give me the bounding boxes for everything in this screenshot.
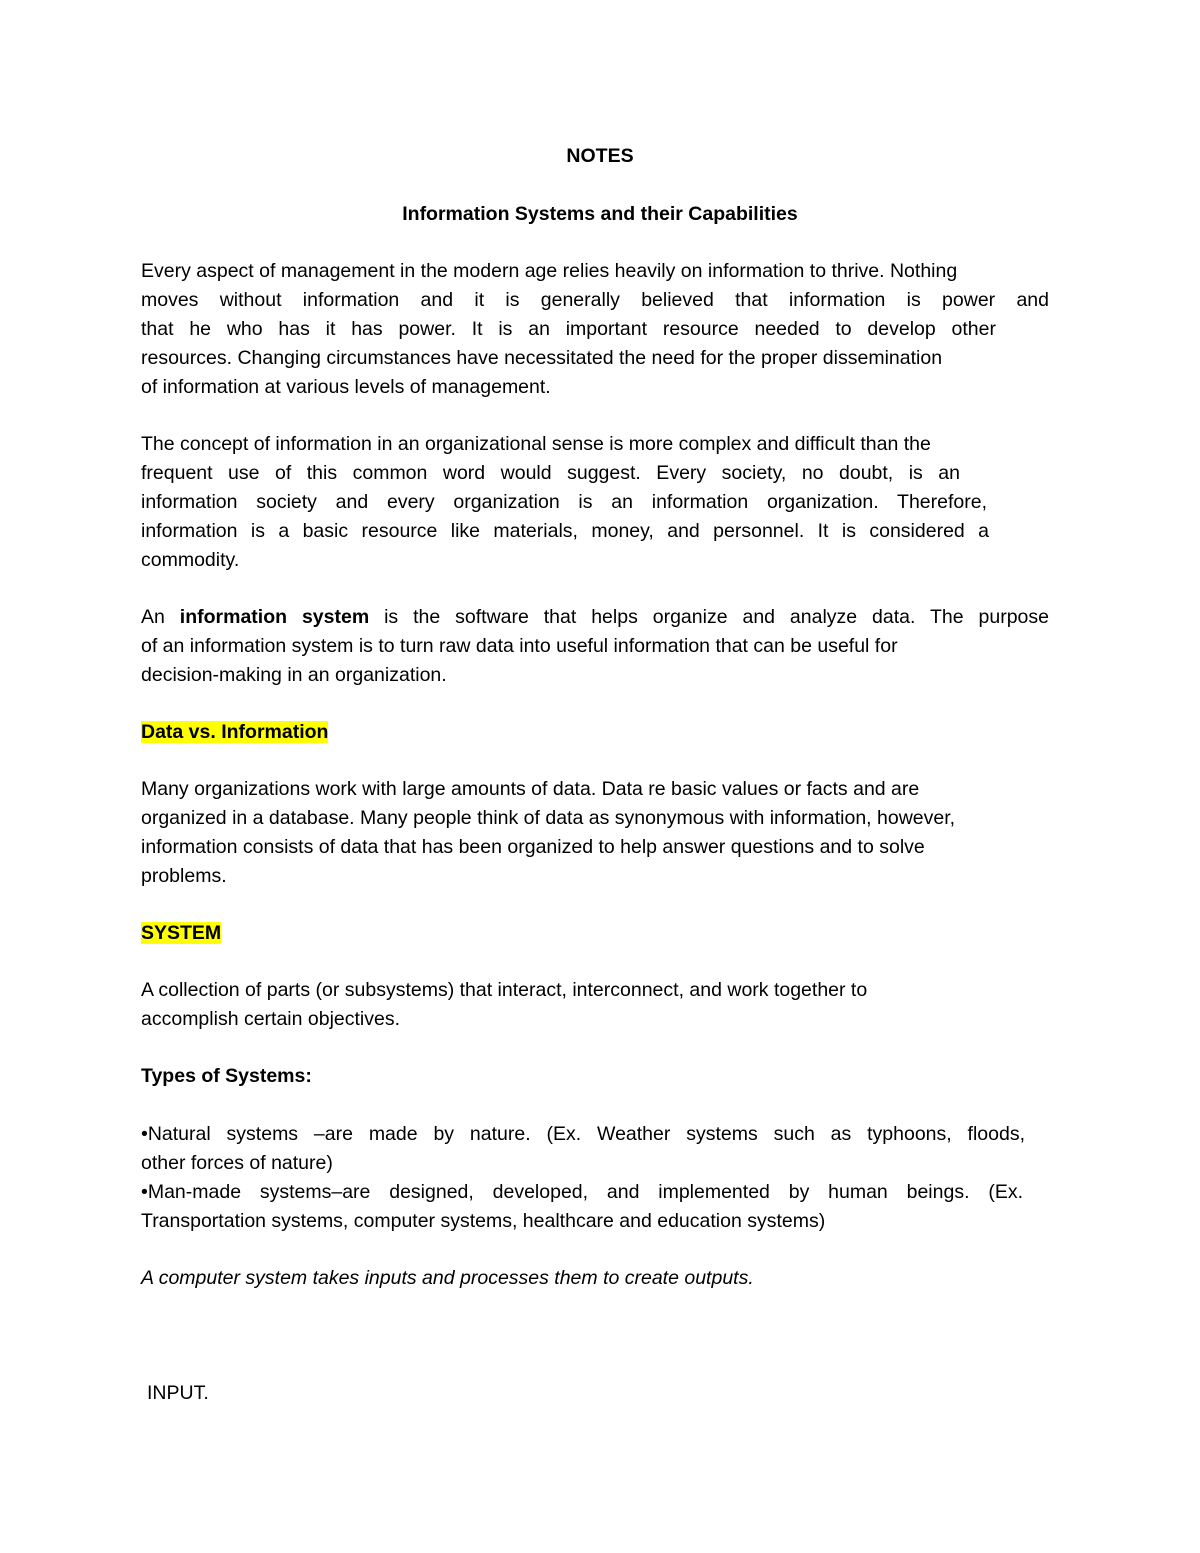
- paragraph-4-line: Many organizations work with large amounts of data. Data re basic values or facts and are: [141, 778, 920, 800]
- types-of-systems-heading: Types of Systems:: [141, 1065, 312, 1087]
- paragraph-3-line: decision-making in an organization.: [141, 664, 447, 686]
- bullet-man-made-systems-line: •Man-made systems–are designed, developed, and implemented by human beings. (Ex.: [141, 1181, 1023, 1203]
- paragraph-4-line: information consists of data that has been organized to help answer questions and to solve: [141, 836, 925, 858]
- paragraph-4-line: organized in a database. Many people think of data as synonymous with information, however,: [141, 807, 956, 829]
- paragraph-2-line: information is a basic resource like materials, money, and personnel. It is considered a: [141, 520, 989, 542]
- paragraph-1-line: of information at various levels of management.: [141, 376, 551, 398]
- section-heading-data-vs-information: [141, 718, 328, 747]
- paragraph-3-prefix: An: [141, 606, 180, 628]
- highlighted-heading-text: SYSTEM: [141, 922, 222, 944]
- information-system-term: information system: [179, 606, 370, 628]
- highlighted-heading-text: Data vs. Information: [141, 721, 329, 743]
- paragraph-2-line: information society and every organization is an information organization. Therefore,: [141, 491, 987, 513]
- page-title: NOTES: [566, 145, 634, 167]
- paragraph-3-line: [141, 603, 1049, 632]
- paragraph-1-line: resources. Changing circumstances have necessitated the need for the proper dissemination: [141, 347, 943, 369]
- paragraph-4-line: problems.: [141, 865, 227, 887]
- section-heading-system: [141, 919, 221, 948]
- paragraph-1-line: moves without information and it is generally believed that information is power and: [141, 289, 1049, 311]
- bullet-man-made-systems-line: Transportation systems, computer systems, healthcare and education systems): [141, 1210, 826, 1232]
- page-subtitle: Information Systems and their Capabilities: [402, 203, 798, 225]
- input-label: INPUT.: [147, 1382, 209, 1404]
- paragraph-3-suffix: is the software that helps organize and analyze data. The purpose: [369, 606, 1049, 628]
- paragraph-3-line: of an information system is to turn raw data into useful information that can be useful for: [141, 635, 898, 657]
- paragraph-5-line: A collection of parts (or subsystems) that interact, interconnect, and work together to: [141, 979, 868, 1001]
- paragraph-2-line: frequent use of this common word would suggest. Every society, no doubt, is an: [141, 462, 960, 484]
- paragraph-2-line: The concept of information in an organizational sense is more complex and difficult than the: [141, 433, 931, 455]
- paragraph-5-line: accomplish certain objectives.: [141, 1008, 401, 1030]
- paragraph-1-line: Every aspect of management in the modern age relies heavily on information to thrive. Nothing: [141, 260, 958, 282]
- computer-system-note: A computer system takes inputs and processes them to create outputs.: [141, 1267, 754, 1289]
- bullet-natural-systems-line: •Natural systems –are made by nature. (Ex. Weather systems such as typhoons, floods,: [141, 1123, 1025, 1145]
- paragraph-1-line: that he who has it has power. It is an important resource needed to develop other: [141, 318, 996, 340]
- paragraph-2-line: commodity.: [141, 549, 240, 571]
- bullet-natural-systems-line: other forces of nature): [141, 1152, 333, 1174]
